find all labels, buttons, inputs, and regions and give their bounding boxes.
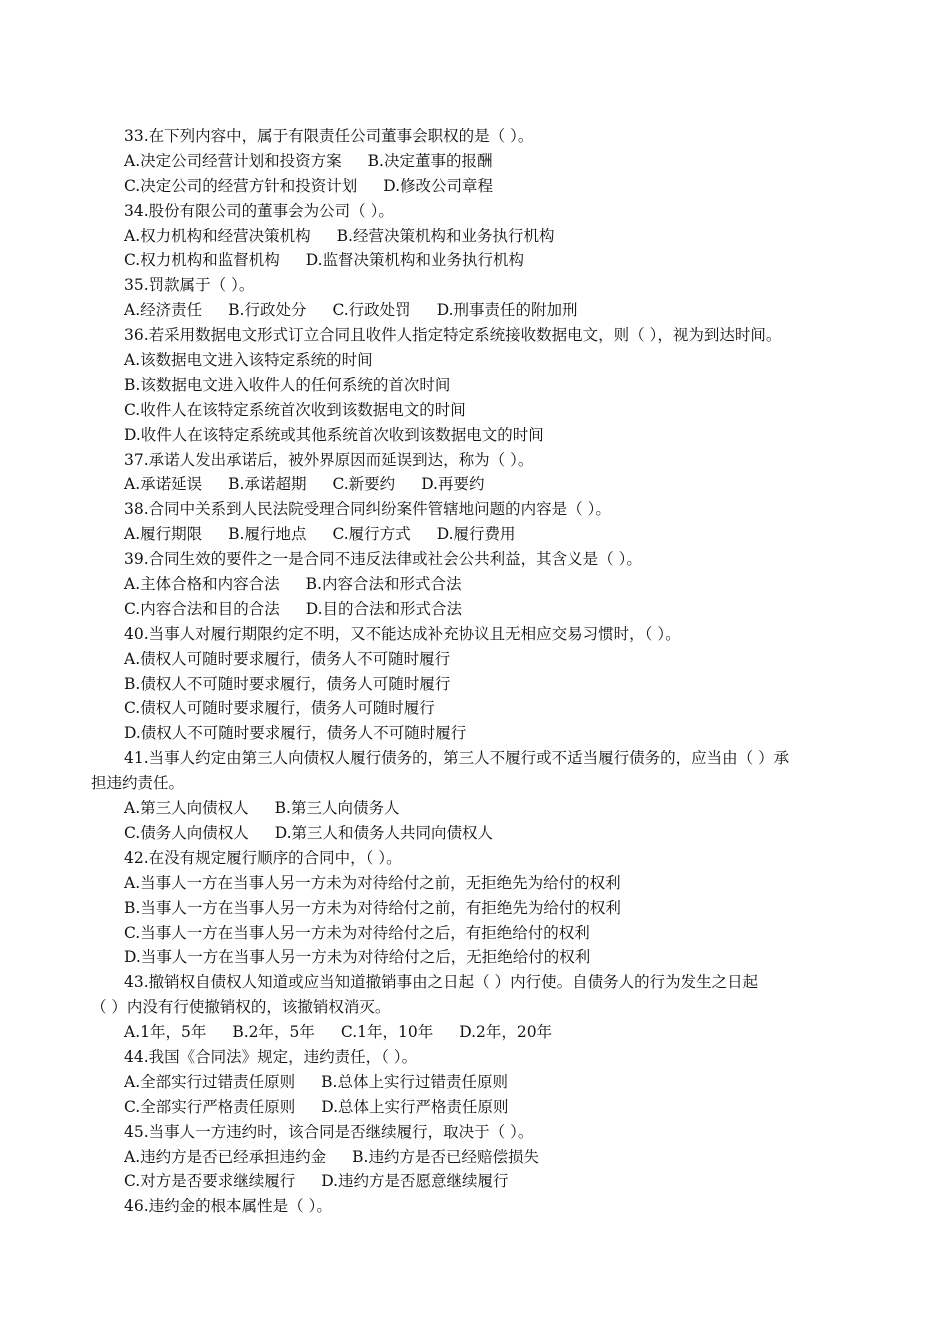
answer-option: D.刑事责任的附加刑 [436, 301, 578, 320]
answer-option: D.2年，20年 [459, 1023, 553, 1042]
answer-option: C.债务人向债权人 [124, 823, 249, 842]
question-stem: 46.违约金的根本属性是（ ）。 [124, 1197, 332, 1216]
option-row [91, 149, 861, 174]
exam-page [91, 124, 861, 1219]
option-row [91, 1169, 861, 1194]
option-row [91, 696, 861, 721]
answer-option: D.再要约 [421, 475, 485, 494]
question-block [91, 273, 861, 323]
option-row [91, 945, 861, 970]
question-stem: 40.当事人对履行期限约定不明，又不能达成补充协议且无相应交易习惯时，（ ）。 [124, 624, 681, 643]
answer-option: A.债权人可随时要求履行，债务人不可随时履行 [124, 649, 451, 668]
answer-option: D.债权人不可随时要求履行，债务人不可随时履行 [124, 724, 467, 743]
answer-option: B.第三人向债务人 [274, 799, 400, 818]
option-row [91, 224, 861, 249]
question-stem: 44.我国《合同法》规定，违约责任，（ ）。 [124, 1047, 418, 1066]
option-row [91, 174, 861, 199]
answer-option: B.当事人一方在当事人另一方未为对待给付之前，有拒绝先为给付的权利 [124, 898, 621, 917]
question-stem: 35.罚款属于（ ）。 [124, 276, 255, 295]
question-block [91, 448, 861, 498]
answer-option: D.目的合法和形式合法 [305, 599, 463, 618]
option-row [91, 871, 861, 896]
question-block [91, 124, 861, 199]
answer-option: B.履行地点 [228, 525, 307, 544]
question-stem-continuation: 担违约责任。 [91, 774, 185, 793]
answer-option: B.2年，5年 [232, 1023, 315, 1042]
question-block [91, 746, 861, 846]
question-stem: 39.合同生效的要件之一是合同不违反法律或社会公共利益，其含义是（ ）。 [124, 550, 642, 569]
answer-option: D.违约方是否愿意继续履行 [321, 1172, 509, 1191]
option-row [91, 821, 861, 846]
answer-option: C.行政处罚 [332, 301, 411, 320]
question-stem: 41.当事人约定由第三人向债权人履行债务的，第三人不履行或不适当履行债务的，应当由（ ）承 [124, 749, 790, 768]
option-row [91, 298, 861, 323]
option-row [91, 1095, 861, 1120]
question-stem: 45.当事人一方违约时，该合同是否继续履行，取决于（ ）。 [124, 1122, 534, 1141]
question-stem: 38.合同中关系到人民法院受理合同纠纷案件管辖地问题的内容是（ ）。 [124, 500, 611, 519]
answer-option: B.债权人不可随时要求履行，债务人可随时履行 [124, 674, 451, 693]
answer-option: D.总体上实行严格责任原则 [321, 1097, 509, 1116]
option-row [91, 721, 861, 746]
answer-option: D.履行费用 [436, 525, 516, 544]
answer-option: C.当事人一方在当事人另一方未为对待给付之后，有拒绝给付的权利 [124, 923, 590, 942]
answer-option: B.总体上实行过错责任原则 [321, 1072, 508, 1091]
answer-option: D.收件人在该特定系统或其他系统首次收到该数据电文的时间 [124, 425, 544, 444]
option-row [91, 597, 861, 622]
option-row [91, 348, 861, 373]
answer-option: C.债权人可随时要求履行，债务人可随时履行 [124, 699, 435, 718]
answer-option: D.监督决策机构和业务执行机构 [305, 251, 525, 270]
answer-option: A.履行期限 [124, 525, 203, 544]
question-block [91, 846, 861, 970]
answer-option: A.第三人向债权人 [124, 799, 249, 818]
question-block [91, 970, 861, 1045]
answer-option: C.对方是否要求继续履行 [124, 1172, 296, 1191]
answer-option: B.承诺超期 [228, 475, 307, 494]
question-stem: 34.股份有限公司的董事会为公司（ ）。 [124, 201, 394, 220]
answer-option: C.权力机构和监督机构 [124, 251, 280, 270]
question-stem: 33.在下列内容中，属于有限责任公司董事会职权的是（ ）。 [124, 127, 534, 145]
answer-option: B.经营决策机构和业务执行机构 [336, 226, 555, 245]
question-stem: 37.承诺人发出承诺后，被外界原因而延误到达，称为（ ）。 [124, 450, 534, 469]
question-block [91, 1045, 861, 1120]
option-row [91, 896, 861, 921]
question-stem-continuation: （ ）内没有行使撤销权的，该撤销权消灭。 [91, 998, 391, 1017]
question-block [91, 1120, 861, 1195]
answer-option: A.权力机构和经营决策机构 [124, 226, 311, 245]
answer-option: C.全部实行严格责任原则 [124, 1097, 296, 1116]
answer-option: A.全部实行过错责任原则 [124, 1072, 296, 1091]
answer-option: C.新要约 [332, 475, 396, 494]
answer-option: A.经济责任 [124, 301, 203, 320]
answer-option: D.当事人一方在当事人另一方未为对待给付之后，无拒绝给付的权利 [124, 948, 591, 967]
option-row [91, 672, 861, 697]
answer-option: D.第三人和债务人共同向债权人 [274, 823, 494, 842]
answer-option: C.1年，10年 [340, 1023, 434, 1042]
option-row [91, 522, 861, 547]
option-row [91, 1145, 861, 1170]
answer-option: B.内容合法和形式合法 [305, 575, 462, 594]
question-stem: 42.在没有规定履行顺序的合同中，（ ）。 [124, 848, 402, 867]
option-row [91, 1070, 861, 1095]
answer-option: A.主体合格和内容合法 [124, 575, 280, 594]
answer-option: B.行政处分 [228, 301, 307, 320]
answer-option: A.承诺延误 [124, 475, 203, 494]
question-stem: 43.撤销权自债权人知道或应当知道撤销事由之日起（ ）内行使。自债务人的行为发生之日起 [124, 973, 759, 992]
option-row [91, 373, 861, 398]
answer-option: A.违约方是否已经承担违约金 [124, 1147, 327, 1166]
option-row [91, 423, 861, 448]
answer-option: D.修改公司章程 [383, 176, 494, 195]
question-stem: 36.若采用数据电文形式订立合同且收件人指定特定系统接收数据电文，则（ ），视为到达时间。 [124, 326, 782, 345]
option-row [91, 248, 861, 273]
question-block [91, 1194, 861, 1219]
answer-option: A.决定公司经营计划和投资方案 [124, 151, 342, 170]
question-block [91, 622, 861, 746]
answer-option: A.1年，5年 [124, 1023, 207, 1042]
answer-option: B.该数据电文进入收件人的任何系统的首次时间 [124, 375, 451, 394]
question-block [91, 497, 861, 547]
option-row [91, 572, 861, 597]
option-row [91, 472, 861, 497]
answer-option: B.决定董事的报酬 [367, 151, 493, 170]
question-block [91, 199, 861, 274]
answer-option: A.当事人一方在当事人另一方未为对待给付之前，无拒绝先为给付的权利 [124, 873, 621, 892]
option-row [91, 1020, 861, 1045]
question-block [91, 547, 861, 622]
option-row [91, 647, 861, 672]
option-row [91, 921, 861, 946]
answer-option: C.收件人在该特定系统首次收到该数据电文的时间 [124, 400, 466, 419]
answer-option: B.违约方是否已经赔偿损失 [352, 1147, 539, 1166]
option-row [91, 398, 861, 423]
option-row [91, 796, 861, 821]
answer-option: C.履行方式 [332, 525, 411, 544]
answer-option: C.内容合法和目的合法 [124, 599, 280, 618]
answer-option: A.该数据电文进入该特定系统的时间 [124, 351, 373, 370]
answer-option: C.决定公司的经营方针和投资计划 [124, 176, 358, 195]
question-block [91, 323, 861, 447]
